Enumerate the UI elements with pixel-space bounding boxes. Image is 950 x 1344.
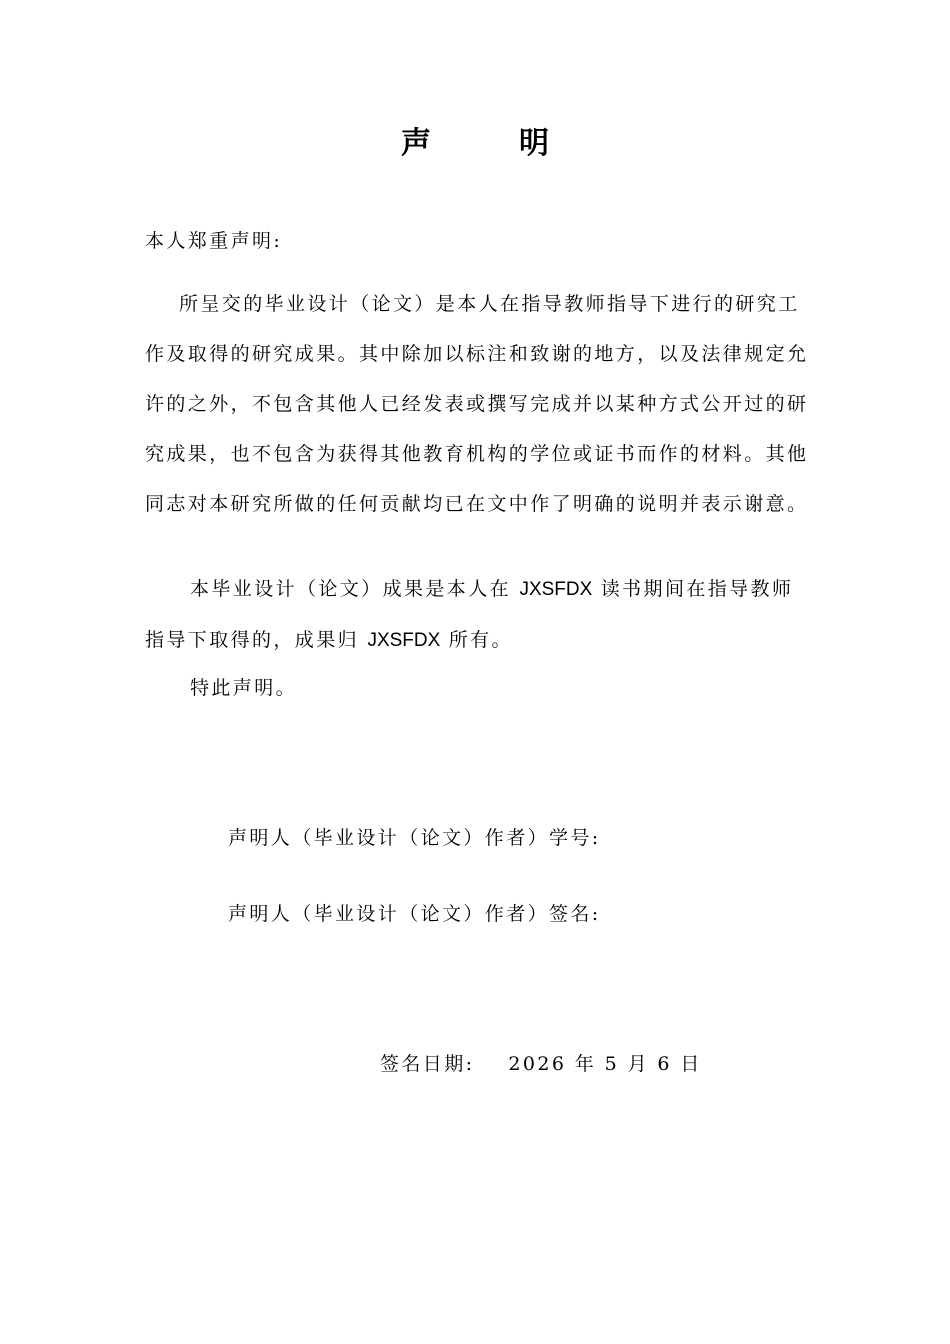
declaration-paragraph-2 — [145, 564, 810, 666]
student-id-label: 声明人（毕业设计（论文）作者）学号: — [228, 827, 601, 849]
page-title — [0, 118, 950, 162]
intro-line: 本人郑重声明: — [145, 230, 283, 252]
university-abbreviation-2: JXSFDX — [367, 630, 441, 651]
title-char-1: 声 — [401, 126, 431, 161]
paragraph-2-text-1: 本毕业设计（论文）成果是本人在 — [190, 578, 520, 600]
declaration-paragraph-1: 所呈交的毕业设计（论文）是本人在指导教师指导下进行的研究工作及取得的研究成果。其中除加以标注和致谢的地方，以及法律规定允许的之外，不包含其他人已经发表或撰写完成并以某种方式公开过的研究成果，也不包含为获得其他教育机构的学位或证书而作的材料。其他同志对本研究所做的任何贡献均已在文中作了明确的说明并表示谢意。 — [145, 293, 809, 515]
paragraph-2-text-2: 读书期间在指导教师指导下取得的，成果归 — [145, 578, 794, 651]
signature-date — [380, 1052, 702, 1076]
paragraph-2-text-3: 所有。 — [440, 629, 513, 651]
university-abbreviation-1: JXSFDX — [519, 579, 593, 600]
date-label: 签名日期: — [380, 1053, 475, 1075]
declaration-closing: 特此声明。 — [190, 677, 298, 699]
title-char-2: 明 — [519, 126, 549, 161]
signature-label: 声明人（毕业设计（论文）作者）签名: — [228, 903, 601, 925]
date-value: 2026 年 5 月 6 日 — [508, 1053, 702, 1075]
